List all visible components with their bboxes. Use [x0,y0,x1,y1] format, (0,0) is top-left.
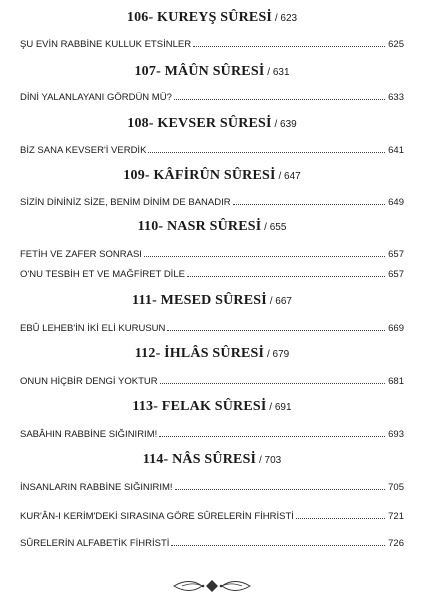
toc-entry-page: 657 [388,249,404,260]
toc-entry-title: DİNİ YALANLAYANI GÖRDÜN MÜ? [20,92,172,103]
section-page: / 631 [264,67,290,78]
toc-entry-title: İNSANLARIN RABBİNE SIĞINIRIM! [20,482,173,493]
section-heading [0,116,424,132]
section-title: 107- MÂÛN SÛRESİ [134,64,265,79]
section-title: 108- KEVSER SÛRESİ [127,116,272,131]
toc-entry[interactable] [20,373,404,387]
dot-leader [160,383,386,384]
section-heading [0,64,424,80]
toc-entry-title: SÛRELERİN ALFABETİK FİHRİSTİ [20,538,170,549]
section-title: 110- NASR SÛRESİ [137,219,262,234]
dot-leader [175,489,386,490]
section-page: / 655 [261,222,287,233]
toc-entry-page: 669 [388,323,404,334]
dot-leader [187,276,385,277]
section-title: 113- FELAK SÛRESİ [132,399,267,414]
toc-entry[interactable] [20,426,404,440]
section-page: / 667 [266,296,292,307]
toc-entry-page: 721 [388,511,404,522]
toc-entry[interactable] [20,535,404,549]
toc-entry-page: 726 [388,538,404,549]
toc-entry[interactable] [20,142,404,156]
dot-leader [167,330,385,331]
dot-leader [174,99,385,100]
toc-entry-title: ONUN HİÇBİR DENGİ YOKTUR [20,376,158,387]
section-page: / 623 [272,13,298,24]
toc-entry-title: O'NU TESBİH ET VE MAĞFİRET DİLE [20,269,185,280]
dot-leader [193,46,385,47]
section-page: / 679 [264,349,290,360]
toc-entry-page: 649 [388,197,404,208]
dot-leader [171,545,385,546]
toc-entry[interactable] [20,36,404,50]
toc-entry[interactable] [20,479,404,493]
section-heading [0,10,424,26]
toc-entry-title: KUR'ÂN-I KERİM'DEKİ SIRASINA GÖRE SÛRELERİN FİHRİSTİ [20,511,294,522]
toc-entry[interactable] [20,508,404,522]
section-page: / 703 [256,455,282,466]
toc-entry-page: 693 [388,429,404,440]
toc-entry-title: FETİH VE ZAFER SONRASI [20,249,142,260]
toc-entry-title: BİZ SANA KEVSER'İ VERDİK [20,145,147,156]
toc-entry-title: ŞU EVİN RABBİNE KULLUK ETSİNLER [20,39,192,50]
section-heading [0,293,424,309]
toc-entry-page: 705 [388,482,404,493]
dot-leader [144,256,385,257]
section-page: / 639 [271,119,297,130]
section-title: 109- KÂFİRÛN SÛRESİ [123,168,276,183]
toc-entry-title: SABÂHIN RABBİNE SIĞINIRIM! [20,429,158,440]
toc-entry-page: 681 [388,376,404,387]
toc-entry-title: EBÛ LEHEB'İN İKİ ELİ KURUSUN [20,323,166,334]
dot-leader [233,204,386,205]
section-heading [0,346,424,362]
toc-entry-title: SİZİN DİNİNİZ SİZE, BENİM DİNİM DE BANADIR [20,197,231,208]
dot-leader [296,518,385,519]
section-title: 114- NÂS SÛRESİ [142,452,257,467]
toc-entry-page: 633 [388,92,404,103]
section-title: 112- İHLÂS SÛRESİ [134,346,265,361]
section-title: 106- KUREYŞ SÛRESİ [126,10,273,25]
toc-entry[interactable] [20,266,404,280]
ornament-icon [172,578,252,594]
toc-entry[interactable] [20,320,404,334]
section-heading [0,452,424,468]
toc-entry[interactable] [20,194,404,208]
toc-entry-page: 641 [388,145,404,156]
dot-leader [148,152,385,153]
section-page: / 691 [266,402,292,413]
section-heading [0,168,424,184]
dot-leader [159,436,385,437]
toc-entry-page: 625 [388,39,404,50]
toc-entry-page: 657 [388,269,404,280]
section-page: / 647 [275,171,301,182]
section-heading [0,399,424,415]
section-title: 111- MESED SÛRESİ [132,293,267,308]
toc-entry[interactable] [20,246,404,260]
toc-entry[interactable] [20,89,404,103]
section-heading [0,219,424,235]
